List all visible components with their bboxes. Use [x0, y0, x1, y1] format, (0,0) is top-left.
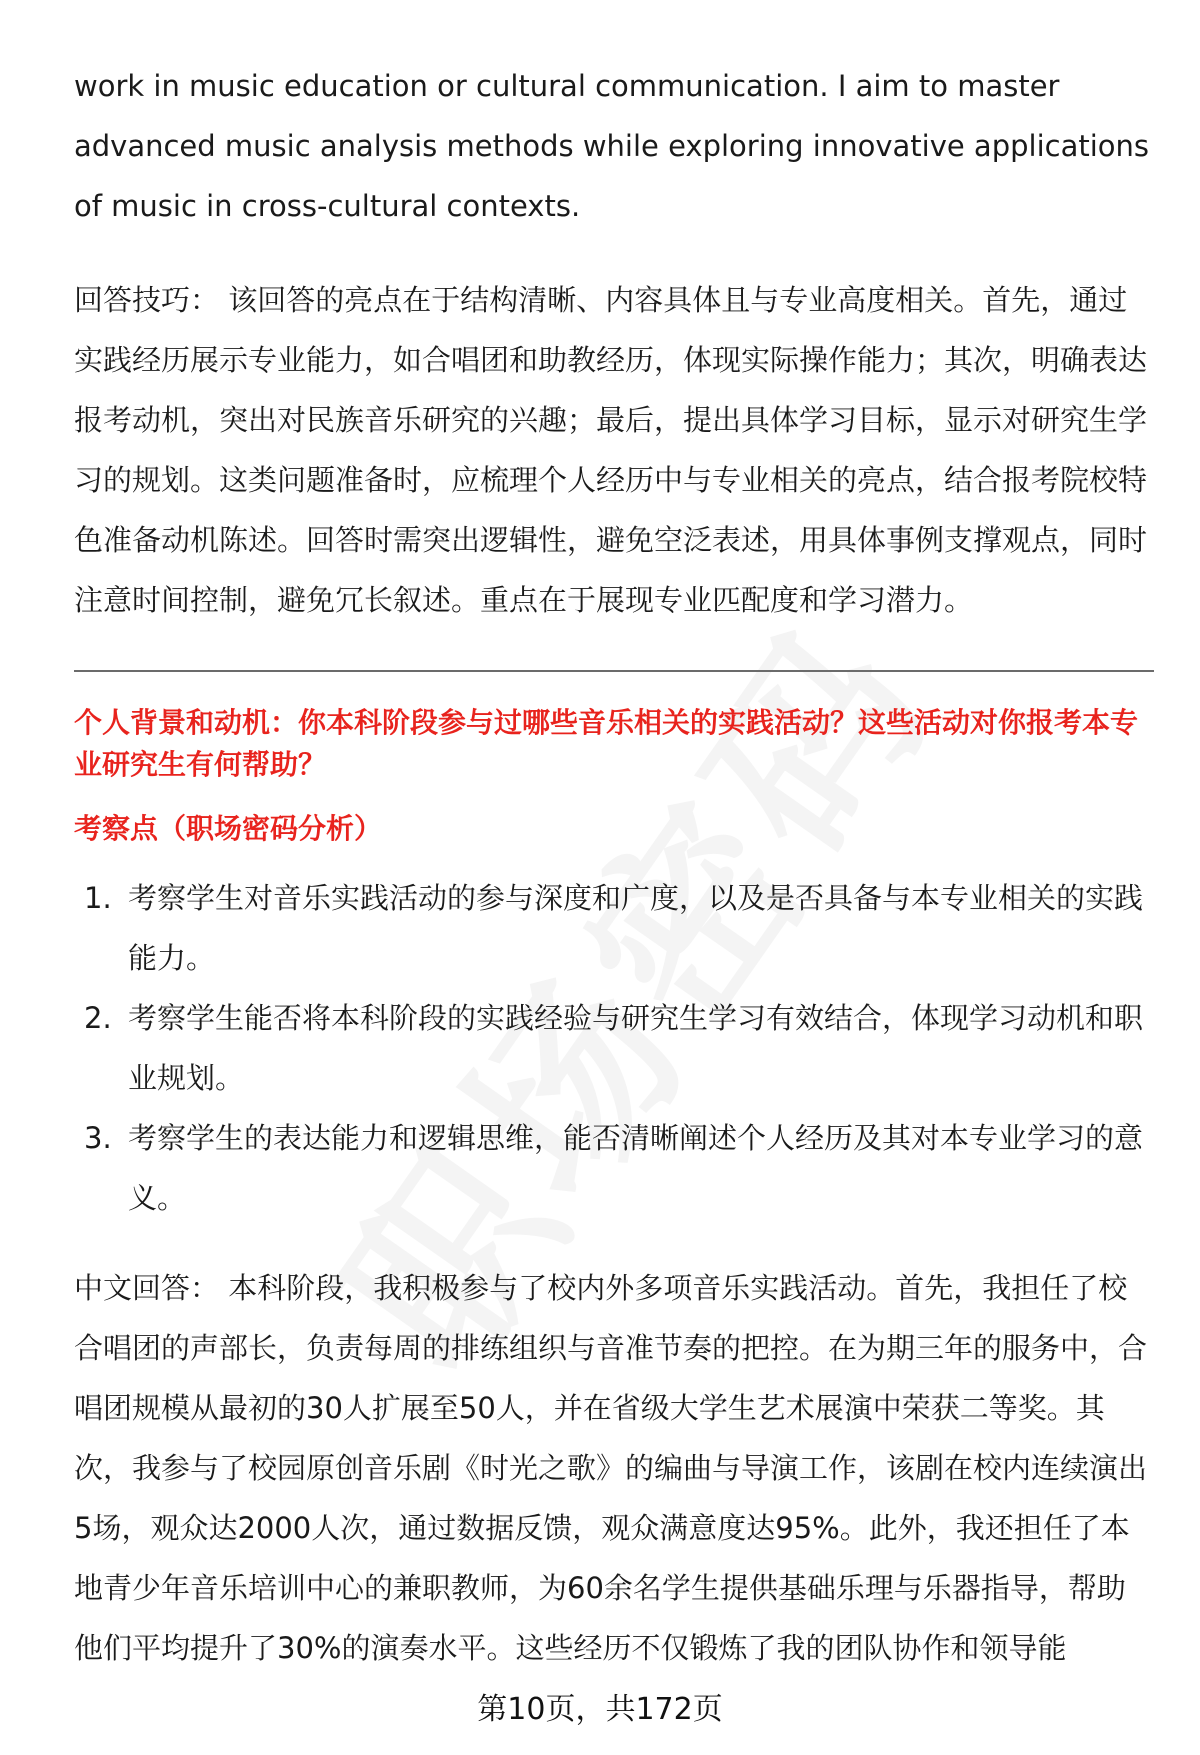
- list-item: [74, 868, 1154, 988]
- answer-paragraph: [74, 1258, 1154, 1678]
- list-item: [74, 988, 1154, 1108]
- list-number: 3.: [84, 1121, 112, 1155]
- list-number: 2.: [84, 1001, 112, 1035]
- list-item: [74, 1108, 1154, 1228]
- points-list: [74, 868, 1154, 1228]
- section-title: 考察点（职场密码分析）: [74, 812, 383, 845]
- intro-paragraph: work in music education or cultural communication. I aim to master advanced music analysis methods while exploring innovative applications of music in cross-cultural contexts.: [74, 69, 1149, 223]
- tips-label: 回答技巧：: [74, 283, 220, 317]
- answer-label: 中文回答：: [74, 1271, 220, 1305]
- tips-paragraph: [74, 270, 1154, 630]
- section-divider: [74, 670, 1154, 672]
- list-text: 考察学生能否将本科阶段的实践经验与研究生学习有效结合，体现学习动机和职业规划。: [128, 1001, 1144, 1095]
- list-number: 1.: [84, 881, 112, 915]
- list-text: 考察学生的表达能力和逻辑思维，能否清晰阐述个人经历及其对本专业学习的意义。: [128, 1121, 1144, 1215]
- question-heading: 个人背景和动机：你本科阶段参与过哪些音乐相关的实践活动？这些活动对你报考本专业研究生有何帮助？: [74, 706, 1139, 781]
- page-footer: 第10页，共172页: [477, 1692, 723, 1727]
- answer-text: 本科阶段，我积极参与了校内外多项音乐实践活动。首先，我担任了校合唱团的声部长，负责每周的排练组织与音准节奏的把控。在为期三年的服务中，合唱团规模从最初的30人扩展至50人，并在省级大学生艺术展演中荣获二等奖。其次，我参与了校园原创音乐剧《时光之歌》的编曲与导演工作，该剧在校内连续演出5场，观众达2000人次，通过数据反馈，观众满意度达95%。此外，我还担任了本地青少年音乐培训中心的兼职教师，为60余名学生提供基础乐理与乐器指导，帮助他们平均提升了30%的演奏水平。这些经历不仅锻炼了我的团队协作和领导能: [74, 1271, 1148, 1665]
- tips-text: 该回答的亮点在于结构清晰、内容具体且与专业高度相关。首先，通过实践经历展示专业能力，如合唱团和助教经历，体现实际操作能力；其次，明确表达报考动机，突出对民族音乐研究的兴趣；最后，提出具体学习目标，显示对研究生学习的规划。这类问题准备时，应梳理个人经历中与专业相关的亮点，结合报考院校特色准备动机陈述。回答时需突出逻辑性，避免空泛表述，用具体事例支撑观点，同时注意时间控制，避免冗长叙述。重点在于展现专业匹配度和学习潜力。: [74, 283, 1148, 617]
- list-text: 考察学生对音乐实践活动的参与深度和广度，以及是否具备与本专业相关的实践能力。: [128, 881, 1144, 975]
- document-page: [74, 56, 1154, 1678]
